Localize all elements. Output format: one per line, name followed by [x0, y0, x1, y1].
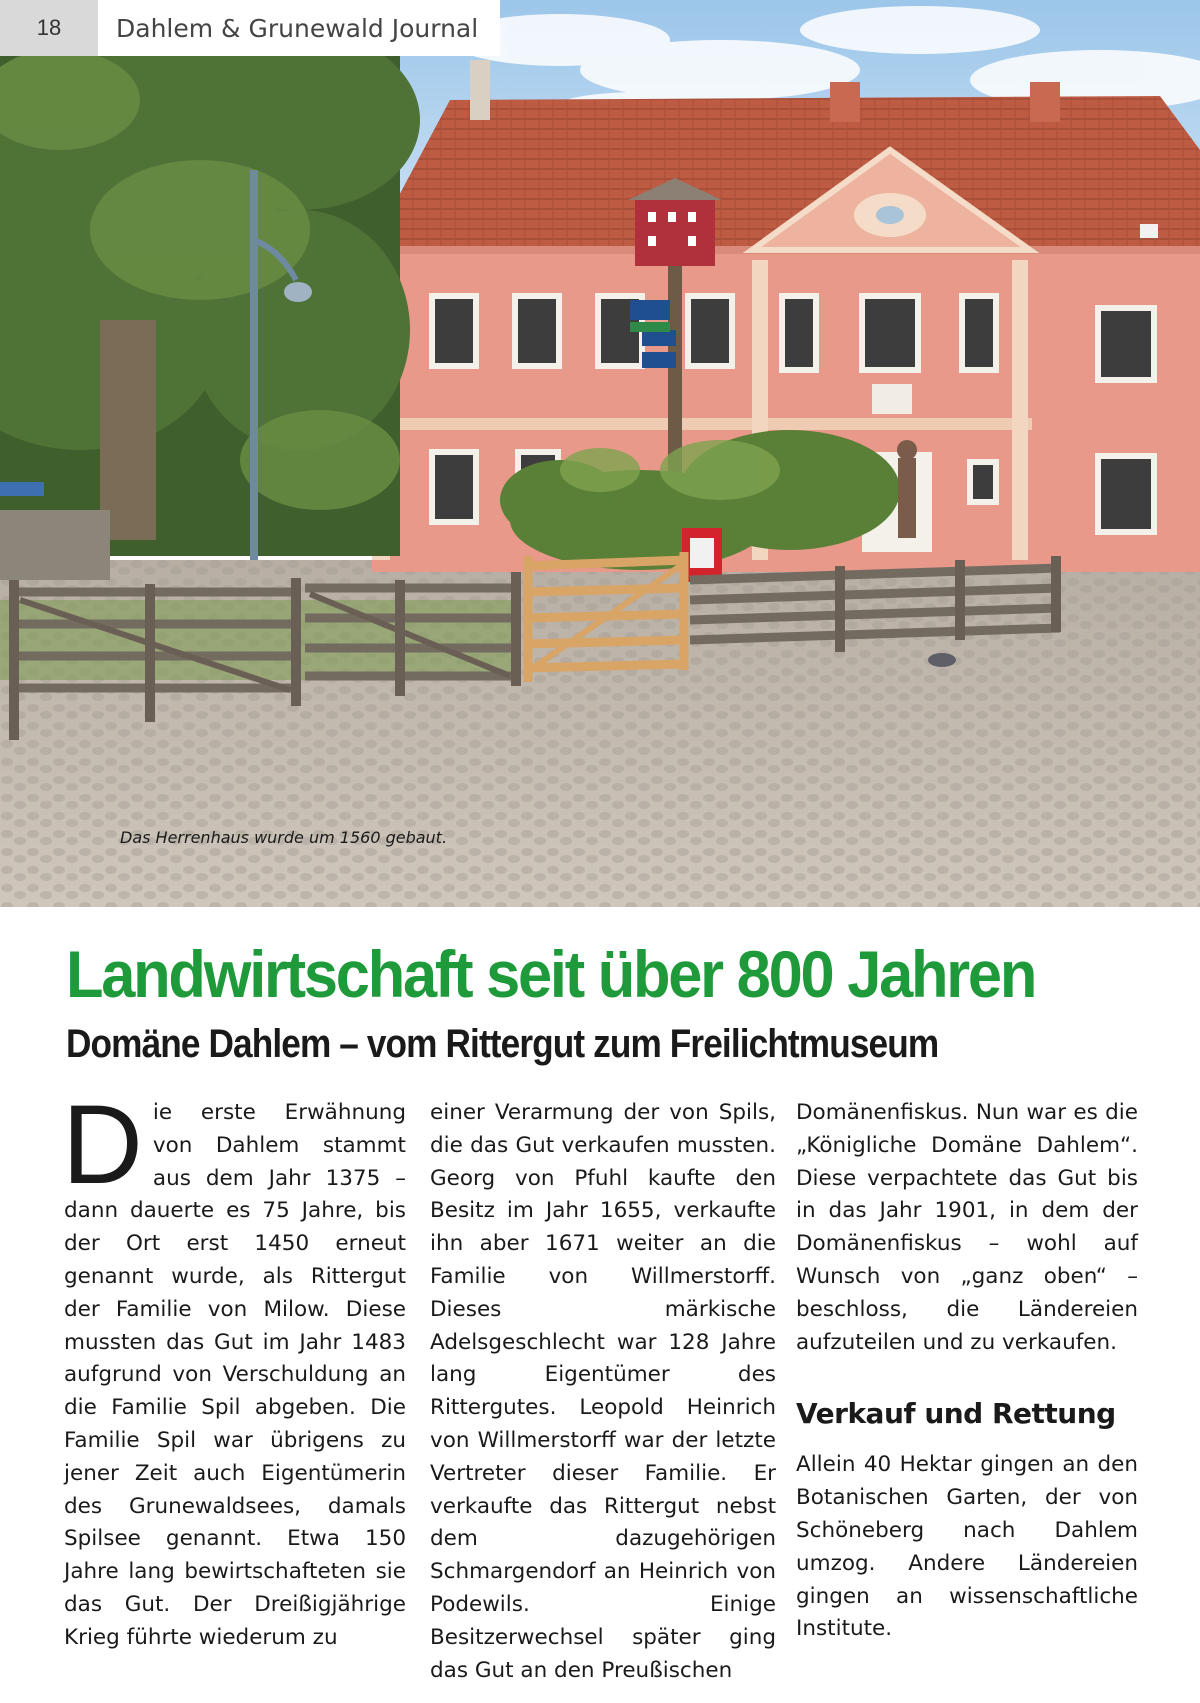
column-2-text: einer Verarmung der von Spils, die das Gut verkaufen mussten. Georg von Pfuhl kaufte den Besitz im Jahr 1655, verkaufte ihn aber 1671 weiter an die Familie von Willmerstorff. Dieses märkische Adelsgeschlecht war 128 Jahre lang Eigentümer des Rittergutes. Leopold Heinrich von Willmerstorff war der letzte Vertreter dieser Familie. Er verkaufte das Rittergut nebst dem dazugehörigen Schmargendorf an Heinrich von Podewils. Einige Besitzerwechsel später ging das Gut an den Preußischen	[430, 1100, 776, 1683]
column-3-text-2: Allein 40 Hektar gingen an den Botanischen Garten, der von Schöneberg nach Dahlem umzog. Andere Ländereien gingen an wissenschaftliche Institute.	[796, 1452, 1138, 1642]
column-1-text: ie erste Erwähnung von Dahlem stammt aus dem Jahr 1375 – dann dauerte es 75 Jahre, bis der Ort erst 1450 erneut genannt wurde, als Rittergut der Familie von Milow. Diese mussten das Gut im Jahr 1483 aufgrund von Verschuldung an die Familie Spil abgeben. Die Familie Spil war übrigens zu jener Zeit auch Eigentümerin des Grunewaldsees, damals Spilsee genannt. Etwa 150 Jahre lang bewirtschafteten sie das Gut. Der Dreißigjährige Krieg führte wiederum zu	[64, 1100, 406, 1650]
page-number: 18	[0, 0, 98, 56]
article-subheadline: Domäne Dahlem – vom Rittergut zum Freilichtmuseum	[66, 1022, 939, 1066]
column-3-text: Domänenfiskus. Nun war es die „Königliche Domäne Dahlem“. Diese verpachtete das Gut bis in das Jahr 1901, in dem der Domänenfiskus – wohl auf Wunsch von „ganz oben“ – beschloss, die Ländereien aufzuteilen und zu verkaufen.	[796, 1100, 1138, 1355]
photo-caption: Das Herrenhaus wurde um 1560 gebaut.	[120, 828, 448, 847]
article-headline: Landwirtschaft seit über 800 Jahren	[66, 937, 1036, 1011]
page-header	[0, 0, 500, 56]
article-column-1	[62, 1082, 406, 1655]
article-column-3	[796, 1097, 1138, 1646]
drop-cap: D	[62, 1082, 143, 1207]
section-heading: Verkauf und Rettung	[796, 1397, 1116, 1431]
article-column-2	[430, 1097, 776, 1687]
journal-title: Dahlem & Grunewald Journal	[98, 0, 500, 56]
